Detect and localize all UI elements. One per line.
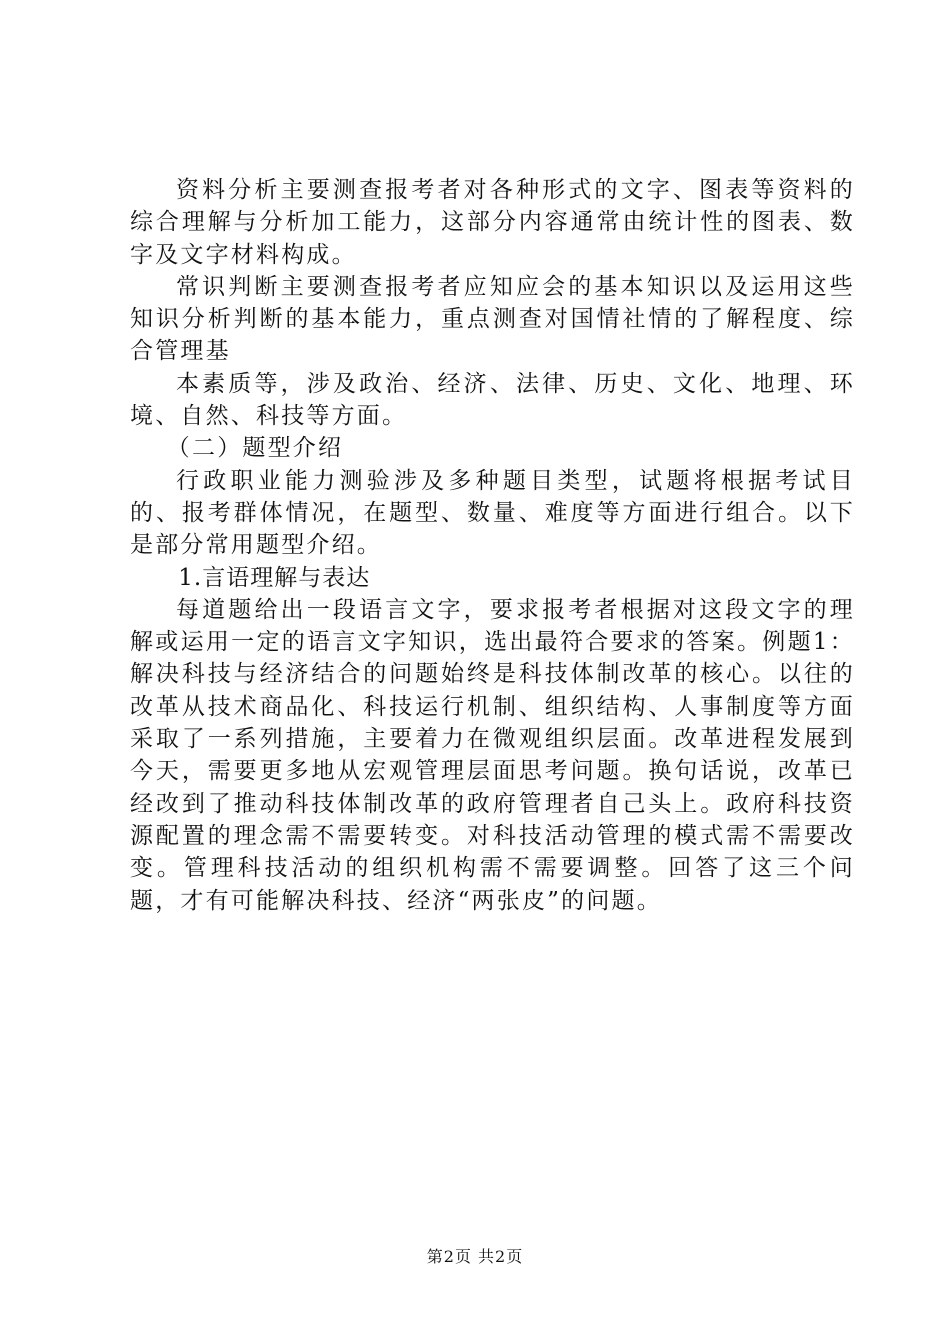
paragraph-common-sense-continued: 本素质等，涉及政治、经济、法律、历史、文化、地理、环境、自然、科技等方面。 bbox=[130, 370, 855, 430]
paragraph-verbal-comprehension: 每道题给出一段语言文字，要求报考者根据对这段文字的理解或运用一定的语言文字知识，选出最符合要求的答案。例题1：解决科技与经济结合的问题始终是科技体制改革的核心。以往的改革从技术商品化、科技运行机制、组织结构、人事制度等方面采取了一系列措施，主要着力在微观组织层面。改革进程发展到今天，需要更多地从宏观管理层面思考问题。换句话说，改革已经改到了推动科技体制改革的政府管理者自己头上。政府科技资源配置的理念需不需要转变。对科技活动管理的模式需不需要改变。管理科技活动的组织机构需不需要调整。回答了这三个问题，才有可能解决科技、经济“两张皮”的问题。 bbox=[130, 596, 855, 914]
document-body bbox=[130, 174, 855, 917]
subsection-heading: 1.言语理解与表达 bbox=[178, 564, 371, 591]
page-footer: 第2页 共2页 bbox=[426, 1247, 524, 1266]
paragraph-data-analysis: 资料分析主要测查报考者对各种形式的文字、图表等资料的综合理解与分析加工能力，这部分内容通常由统计性的图表、数字及文字材料构成。 bbox=[130, 177, 855, 268]
paragraph-question-types: 行政职业能力测验涉及多种题目类型，试题将根据考试目的、报考群体情况，在题型、数量、难度等方面进行组合。以下是部分常用题型介绍。 bbox=[130, 467, 855, 559]
section-heading: （二）题型介绍 bbox=[166, 435, 344, 462]
paragraph-common-sense: 常识判断主要测查报考者应知应会的基本知识以及运用这些知识分析判断的基本能力，重点测查对国情社情的了解程度、综合管理基 bbox=[130, 273, 855, 365]
